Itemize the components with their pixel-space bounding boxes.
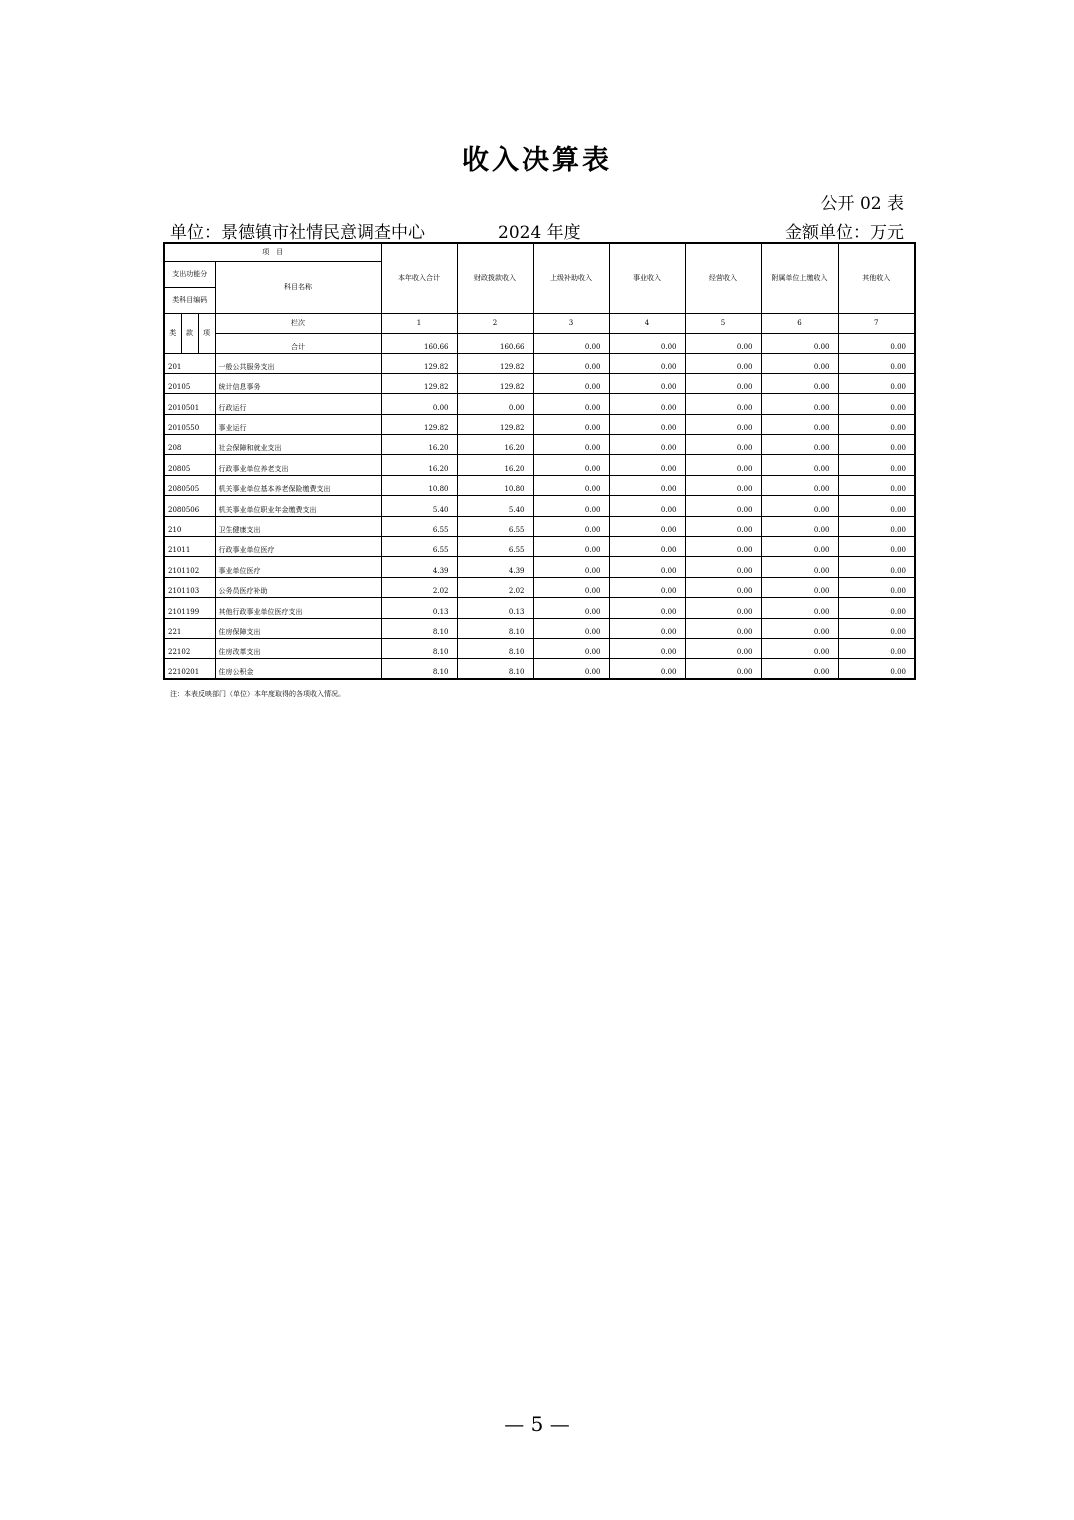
subject-name: 机关事业单位基本养老保险缴费支出 (215, 475, 381, 495)
amount-cell: 0.00 (685, 373, 761, 393)
subject-code: 221 (164, 618, 215, 638)
table-row (164, 414, 915, 434)
subject-name: 行政事业单位养老支出 (215, 455, 381, 475)
amount-cell: 0.00 (685, 435, 761, 455)
amount-cell: 8.10 (381, 618, 457, 638)
total-value: 0.00 (838, 333, 915, 353)
amount-cell: 0.00 (761, 577, 838, 597)
amount-cell: 0.00 (685, 414, 761, 434)
amount-cell: 0.00 (838, 353, 915, 373)
amount-cell: 6.55 (457, 537, 533, 557)
amount-cell: 0.00 (838, 394, 915, 414)
table-row (164, 618, 915, 638)
table-row (164, 659, 915, 679)
table-row (164, 455, 915, 475)
amount-cell: 8.10 (457, 659, 533, 679)
total-row (164, 333, 915, 353)
subject-name: 行政运行 (215, 394, 381, 414)
subject-code: 20805 (164, 455, 215, 475)
amount-cell: 0.00 (533, 516, 609, 536)
total-value: 0.00 (685, 333, 761, 353)
amount-cell: 0.00 (685, 496, 761, 516)
table-row (164, 373, 915, 393)
amount-cell: 0.00 (533, 394, 609, 414)
subject-name: 机关事业单位职业年金缴费支出 (215, 496, 381, 516)
subject-code: 208 (164, 435, 215, 455)
subject-code: 2010550 (164, 414, 215, 434)
amount-cell: 0.00 (609, 394, 685, 414)
amount-cell: 16.20 (381, 455, 457, 475)
amount-cell: 0.00 (685, 618, 761, 638)
document-title: 收入决算表 (462, 145, 612, 176)
amount-cell: 0.00 (838, 414, 915, 434)
col-number: 7 (838, 313, 915, 333)
header-code: 类科目编码 (164, 287, 215, 313)
amount-cell: 0.13 (457, 598, 533, 618)
income-table (163, 242, 916, 680)
amount-cell: 0.13 (381, 598, 457, 618)
amount-cell: 0.00 (685, 598, 761, 618)
header-xiang: 项 (198, 313, 215, 353)
table-row (164, 638, 915, 658)
amount-cell: 0.00 (685, 577, 761, 597)
col-number: 5 (685, 313, 761, 333)
col-number: 3 (533, 313, 609, 333)
amount-cell: 0.00 (381, 394, 457, 414)
amount-cell: 0.00 (761, 516, 838, 536)
amount-cell: 0.00 (761, 373, 838, 393)
subject-name: 住房保障支出 (215, 618, 381, 638)
amount-cell: 0.00 (838, 557, 915, 577)
subject-name: 其他行政事业单位医疗支出 (215, 598, 381, 618)
amount-cell: 0.00 (761, 353, 838, 373)
amount-cell: 129.82 (457, 373, 533, 393)
amount-cell: 0.00 (838, 577, 915, 597)
amount-cell: 0.00 (761, 557, 838, 577)
amount-cell: 0.00 (761, 414, 838, 434)
subject-code: 2210201 (164, 659, 215, 679)
table-row (164, 598, 915, 618)
amount-cell: 0.00 (761, 537, 838, 557)
table-row (164, 435, 915, 455)
amount-cell: 0.00 (761, 394, 838, 414)
amount-cell: 0.00 (838, 455, 915, 475)
col-number: 1 (381, 313, 457, 333)
table-row (164, 496, 915, 516)
amount-cell: 0.00 (838, 598, 915, 618)
total-value: 160.66 (457, 333, 533, 353)
amount-cell: 0.00 (533, 618, 609, 638)
amount-cell: 8.10 (381, 638, 457, 658)
amount-cell: 129.82 (457, 353, 533, 373)
subject-name: 行政事业单位医疗 (215, 537, 381, 557)
header-func: 支出功能分 (164, 261, 215, 287)
table-row (164, 353, 915, 373)
amount-cell: 0.00 (609, 577, 685, 597)
amount-cell: 4.39 (457, 557, 533, 577)
amount-cell: 0.00 (685, 638, 761, 658)
amount-cell: 0.00 (533, 638, 609, 658)
money-unit: 金额单位：万元 (785, 223, 904, 243)
amount-cell: 0.00 (685, 455, 761, 475)
amount-cell: 0.00 (609, 435, 685, 455)
amount-cell: 0.00 (533, 598, 609, 618)
col-header: 财政拨款收入 (457, 243, 533, 313)
amount-cell: 0.00 (609, 455, 685, 475)
subject-code: 210 (164, 516, 215, 536)
amount-cell: 5.40 (457, 496, 533, 516)
header-row-item (164, 243, 915, 261)
amount-cell: 0.00 (609, 638, 685, 658)
amount-cell: 0.00 (838, 373, 915, 393)
amount-cell: 8.10 (457, 618, 533, 638)
amount-cell: 0.00 (838, 435, 915, 455)
amount-cell: 16.20 (381, 435, 457, 455)
amount-cell: 0.00 (838, 537, 915, 557)
subject-code: 2101103 (164, 577, 215, 597)
subject-code: 2080505 (164, 475, 215, 495)
header-name: 科目名称 (215, 261, 381, 313)
table-row (164, 475, 915, 495)
subject-name: 统计信息事务 (215, 373, 381, 393)
amount-cell: 0.00 (609, 516, 685, 536)
subject-code: 22102 (164, 638, 215, 658)
amount-cell: 0.00 (533, 496, 609, 516)
header-lanci: 栏次 (215, 313, 381, 333)
subject-code: 20105 (164, 373, 215, 393)
fiscal-year: 2024 年度 (498, 223, 581, 243)
amount-cell: 0.00 (533, 537, 609, 557)
amount-cell: 0.00 (609, 373, 685, 393)
table-note: 注：本表反映部门（单位）本年度取得的各项收入情况。 (170, 690, 345, 698)
amount-cell: 10.80 (381, 475, 457, 495)
total-label: 合计 (215, 333, 381, 353)
amount-cell: 0.00 (685, 516, 761, 536)
amount-cell: 0.00 (761, 638, 838, 658)
page-number: — 5 — (504, 1412, 570, 1436)
subject-name: 住房公积金 (215, 659, 381, 679)
unit-label: 单位：景德镇市社情民意调查中心 (170, 223, 425, 243)
amount-cell: 8.10 (457, 638, 533, 658)
subject-name: 一般公共服务支出 (215, 353, 381, 373)
table-row (164, 516, 915, 536)
total-value: 0.00 (609, 333, 685, 353)
amount-cell: 0.00 (533, 659, 609, 679)
table-row (164, 577, 915, 597)
subject-code: 2101199 (164, 598, 215, 618)
amount-cell: 6.55 (381, 537, 457, 557)
amount-cell: 0.00 (761, 475, 838, 495)
amount-cell: 129.82 (381, 373, 457, 393)
subject-name: 公务员医疗补助 (215, 577, 381, 597)
form-number: 公开 02 表 (820, 194, 904, 214)
subject-code: 21011 (164, 537, 215, 557)
col-header: 本年收入合计 (381, 243, 457, 313)
amount-cell: 0.00 (609, 557, 685, 577)
amount-cell: 4.39 (381, 557, 457, 577)
amount-cell: 0.00 (685, 394, 761, 414)
amount-cell: 0.00 (685, 353, 761, 373)
header-item: 项 目 (164, 243, 381, 261)
amount-cell: 8.10 (381, 659, 457, 679)
amount-cell: 0.00 (533, 557, 609, 577)
amount-cell: 0.00 (685, 475, 761, 495)
amount-cell: 0.00 (609, 414, 685, 434)
amount-cell: 10.80 (457, 475, 533, 495)
amount-cell: 6.55 (381, 516, 457, 536)
amount-cell: 0.00 (761, 659, 838, 679)
amount-cell: 0.00 (761, 598, 838, 618)
amount-cell: 0.00 (838, 516, 915, 536)
header-lei: 类 (164, 313, 181, 353)
subject-code: 2080506 (164, 496, 215, 516)
col-number: 2 (457, 313, 533, 333)
total-value: 0.00 (533, 333, 609, 353)
table-row (164, 394, 915, 414)
col-header: 事业收入 (609, 243, 685, 313)
amount-cell: 129.82 (381, 414, 457, 434)
amount-cell: 0.00 (533, 577, 609, 597)
amount-cell: 0.00 (838, 638, 915, 658)
subject-name: 卫生健康支出 (215, 516, 381, 536)
subject-name: 事业单位医疗 (215, 557, 381, 577)
amount-cell: 0.00 (533, 414, 609, 434)
amount-cell: 0.00 (533, 475, 609, 495)
amount-cell: 0.00 (685, 537, 761, 557)
amount-cell: 0.00 (761, 618, 838, 638)
table-row (164, 557, 915, 577)
col-header: 附属单位上缴收入 (761, 243, 838, 313)
amount-cell: 0.00 (761, 496, 838, 516)
amount-cell: 2.02 (381, 577, 457, 597)
subject-name: 住房改革支出 (215, 638, 381, 658)
amount-cell: 0.00 (609, 496, 685, 516)
total-value: 160.66 (381, 333, 457, 353)
total-value: 0.00 (761, 333, 838, 353)
table-row (164, 537, 915, 557)
amount-cell: 0.00 (533, 435, 609, 455)
col-number: 4 (609, 313, 685, 333)
amount-cell: 0.00 (838, 618, 915, 638)
amount-cell: 0.00 (609, 353, 685, 373)
amount-cell: 16.20 (457, 435, 533, 455)
subject-name: 社会保障和就业支出 (215, 435, 381, 455)
header-kuan: 款 (181, 313, 198, 353)
amount-cell: 0.00 (609, 618, 685, 638)
amount-cell: 0.00 (609, 598, 685, 618)
amount-cell: 0.00 (533, 373, 609, 393)
col-number: 6 (761, 313, 838, 333)
amount-cell: 0.00 (761, 435, 838, 455)
amount-cell: 0.00 (609, 659, 685, 679)
amount-cell: 16.20 (457, 455, 533, 475)
col-header: 经营收入 (685, 243, 761, 313)
col-header: 上级补助收入 (533, 243, 609, 313)
amount-cell: 6.55 (457, 516, 533, 536)
subject-code: 2010501 (164, 394, 215, 414)
amount-cell: 0.00 (457, 394, 533, 414)
amount-cell: 0.00 (609, 537, 685, 557)
amount-cell: 0.00 (761, 455, 838, 475)
amount-cell: 5.40 (381, 496, 457, 516)
col-header: 其他收入 (838, 243, 915, 313)
subject-code: 201 (164, 353, 215, 373)
amount-cell: 0.00 (838, 659, 915, 679)
amount-cell: 0.00 (609, 475, 685, 495)
amount-cell: 2.02 (457, 577, 533, 597)
amount-cell: 0.00 (533, 455, 609, 475)
amount-cell: 0.00 (685, 557, 761, 577)
amount-cell: 0.00 (533, 353, 609, 373)
header-row-lanci (164, 313, 915, 333)
amount-cell: 0.00 (685, 659, 761, 679)
subject-code: 2101102 (164, 557, 215, 577)
amount-cell: 0.00 (838, 496, 915, 516)
amount-cell: 0.00 (838, 475, 915, 495)
subject-name: 事业运行 (215, 414, 381, 434)
amount-cell: 129.82 (381, 353, 457, 373)
amount-cell: 129.82 (457, 414, 533, 434)
